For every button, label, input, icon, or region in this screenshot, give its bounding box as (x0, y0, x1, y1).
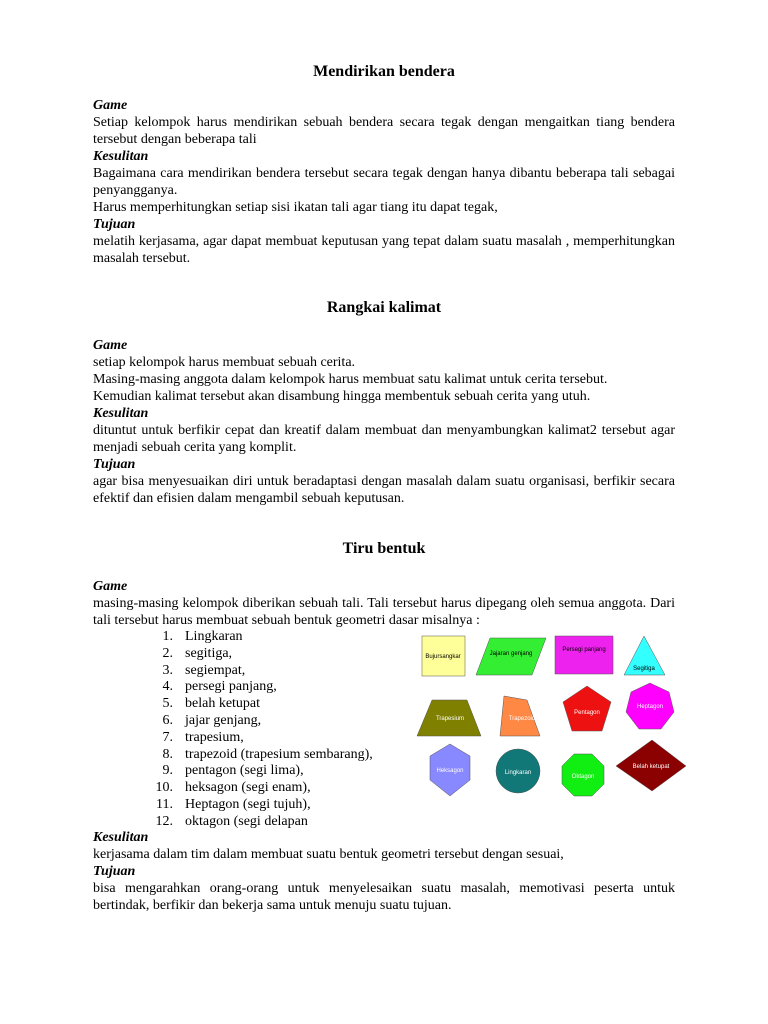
section-title: Tiru bentuk (342, 540, 426, 557)
list-item-text: Heptagon (segi tujuh), (185, 796, 311, 812)
heptagon-label: Heptagon (636, 704, 664, 710)
list-item (93, 762, 423, 779)
kesulitan-label: Kesulitan (93, 830, 149, 845)
list-item-text: trapezoid (trapesium sembarang), (185, 746, 373, 762)
game-text: masing-masing kelompok diberikan sebuah tali. Tali tersebut harus dipegang oleh semua anggota. Dari tali tersebut harus membuat sebuah bentuk geometri dasar misalnya : (93, 596, 675, 628)
list-item (93, 678, 423, 695)
list-item-number: 12. (155, 813, 173, 829)
shape-bujursangkar (422, 636, 465, 676)
list-item (93, 628, 423, 645)
game-text: Setiap kelompok harus mendirikan sebuah bendera secara tegak dengan mengaitkan tiang bendera tersebut dengan beberapa tali (93, 115, 675, 147)
section-title: Rangkai kalimat (326, 299, 442, 316)
shape-persegi-panjang (555, 636, 613, 674)
kesulitan-text: dituntut untuk berfikir cepat dan kreatif dalam membuat dan menyambungkan kalimat2 tersebut agar menjadi sebuah cerita yang komplit. (93, 423, 675, 455)
jajaran-genjang-label: Jajaran genjang (489, 651, 533, 657)
list-item-text: persegi panjang, (185, 679, 277, 695)
lingkaran-label: Lingkaran (504, 770, 532, 776)
tujuan-text: agar bisa menyesuaikan diri untuk beradaptasi dengan masalah dalam suatu organisasi, berfikir secara efektif dan efisien dalam mengambil sebuah keputusan. (93, 474, 675, 506)
persegi-panjang-label: Persegi panjang (562, 647, 606, 653)
list-item-text: jajar genjang, (185, 712, 262, 728)
list-item-text: Lingkaran (185, 629, 243, 644)
list-item-text: trapesium, (185, 729, 244, 745)
oktagon-label: Oktagon (571, 774, 595, 780)
shape-belah-ketupat (616, 740, 686, 791)
kesulitan-label: Kesulitan (93, 406, 149, 421)
section-rangkai-kalimat (93, 337, 675, 507)
game-text: Masing-masing anggota dalam kelompok harus membuat satu kalimat untuk cerita tersebut. (93, 372, 608, 387)
game-text: Kemudian kalimat tersebut akan disambung hingga membentuk sebuah cerita yang utuh. (93, 389, 591, 404)
list-item (93, 813, 423, 830)
list-item-number: 7. (162, 729, 173, 745)
section-mendirikan-bendera (93, 97, 675, 267)
game-label: Game (93, 579, 128, 594)
pentagon-shape (563, 686, 611, 731)
tujuan-text: bisa mengarahkan orang-orang untuk menyelesaikan suatu masalah, memotivasi peserta untuk bertindak, berfikir dan bekerja sama untuk menuju suatu tujuan. (93, 881, 675, 913)
tujuan-label: Tujuan (93, 217, 136, 232)
list-item-number: 9. (162, 763, 173, 779)
shape-heksagon (430, 744, 470, 796)
kesulitan-text: Bagaimana cara mendirikan bendera tersebut secara tegak dengan hanya dibantu beberapa tali sebagai penyangganya. (93, 166, 675, 198)
list-item (93, 662, 423, 679)
shape-pentagon (563, 686, 611, 731)
list-item-text: heksagon (segi enam), (185, 780, 311, 796)
list-item-number: 6. (162, 712, 173, 728)
list-item-number: 3. (162, 662, 173, 678)
list-item-number: 1. (162, 629, 173, 644)
shape-segitiga (624, 636, 665, 675)
list-item-number: 4. (162, 679, 173, 695)
list-item (93, 746, 423, 763)
shape-trapesium (417, 700, 481, 736)
list-item-text: pentagon (segi lima), (185, 763, 304, 779)
list-item-text: segitiga, (185, 645, 233, 661)
segitiga-label: Segitiga (633, 666, 655, 672)
list-item-number: 5. (162, 696, 173, 712)
bujursangkar-label: Bujursangkar (425, 654, 461, 660)
list-item-number: 10. (155, 780, 173, 796)
shape-oktagon (562, 754, 604, 796)
game-label: Game (93, 338, 128, 353)
list-item (93, 796, 423, 813)
game-label: Game (93, 98, 128, 113)
list-item-text: belah ketupat (185, 696, 261, 712)
list-item-number: 11. (156, 796, 173, 812)
kesulitan-text: Harus memperhitungkan setiap sisi ikatan tali agar tiang itu dapat tegak, (93, 200, 498, 215)
shape-lingkaran (496, 749, 540, 793)
heksagon-label: Heksagon (436, 768, 464, 774)
list-item (93, 712, 423, 729)
game-text: setiap kelompok harus membuat sebuah cerita. (93, 355, 356, 370)
tujuan-label: Tujuan (93, 457, 136, 472)
list-item (93, 729, 423, 746)
list-item-number: 8. (162, 746, 173, 762)
tujuan-text: melatih kerjasama, agar dapat membuat keputusan yang tepat dalam suatu masalah , memperhitungkan masalah tersebut. (93, 234, 675, 266)
shape-jajaran-genjang (476, 638, 546, 675)
section-title: Mendirikan bendera (313, 63, 455, 80)
list-item-number: 2. (162, 645, 173, 661)
shape-list (93, 628, 423, 830)
kesulitan-text: kerjasama dalam tim dalam membuat suatu bentuk geometri tersebut dengan sesuai, (93, 847, 564, 862)
belah-ketupat-label: Belah ketupat (632, 764, 670, 770)
section-tiru-bentuk-bottom (93, 829, 675, 914)
tujuan-label: Tujuan (93, 864, 136, 879)
pentagon-label: Pentagon (574, 710, 600, 716)
list-item-text: oktagon (segi delapan (185, 813, 308, 829)
list-item (93, 695, 423, 712)
trapesium-label: Trapesium (435, 716, 465, 722)
list-item (93, 645, 423, 662)
section-tiru-bentuk (93, 578, 675, 629)
kesulitan-label: Kesulitan (93, 149, 149, 164)
trapezoid-label: Trapezoid (508, 716, 536, 722)
list-item-text: segiempat, (185, 662, 246, 678)
shapes-illustration (412, 628, 686, 800)
list-item (93, 779, 423, 796)
shape-heptagon (626, 683, 674, 729)
persegi-panjang-shape (555, 636, 613, 674)
shape-trapezoid (500, 696, 540, 736)
